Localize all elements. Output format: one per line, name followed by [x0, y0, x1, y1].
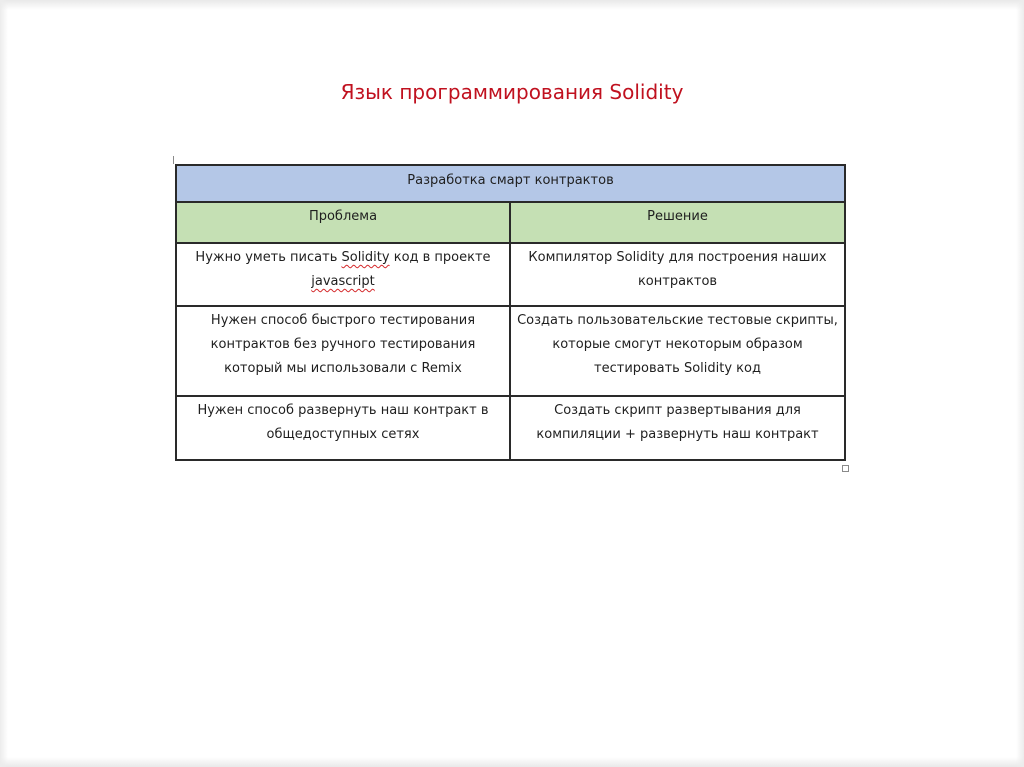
table-resize-handle[interactable]	[842, 465, 849, 472]
slide-shadow-right	[1016, 0, 1024, 767]
solution-cell: Компилятор Solidity для построения наших контрактов	[510, 243, 845, 306]
slide-shadow-bottom	[0, 757, 1024, 767]
table-row	[176, 396, 845, 460]
header-problem: Проблема	[176, 202, 510, 243]
solution-cell: Создать скрипт развертывания для компиляции + развернуть наш контракт	[510, 396, 845, 460]
spellcheck-flagged-word: javascript	[311, 274, 375, 289]
spellcheck-flagged-word: Solidity	[341, 250, 390, 265]
problem-text-part: код в проекте	[389, 250, 491, 265]
slide-shadow-left	[0, 0, 8, 767]
problem-cell	[176, 243, 510, 306]
solidity-table	[175, 164, 846, 461]
problem-cell: Нужен способ быстрого тестирования контрактов без ручного тестирования который мы использовали с Remix	[176, 306, 510, 396]
table-move-handle[interactable]	[173, 156, 174, 164]
problem-text-part: Нужно уметь писать	[195, 250, 342, 265]
table-row	[176, 306, 845, 396]
slide-title: Язык программирования Solidity	[340, 80, 684, 104]
header-solution: Решение	[510, 202, 845, 243]
problem-cell: Нужен способ развернуть наш контракт в общедоступных сетях	[176, 396, 510, 460]
table-row	[176, 243, 845, 306]
solution-cell: Создать пользовательские тестовые скрипты, которые смогут некоторым образом тестировать Solidity код	[510, 306, 845, 396]
table-caption-row	[176, 165, 845, 202]
slide-shadow-top	[0, 0, 1024, 10]
table-caption-cell: Разработка смарт контрактов	[176, 165, 845, 202]
table-header-row	[176, 202, 845, 243]
